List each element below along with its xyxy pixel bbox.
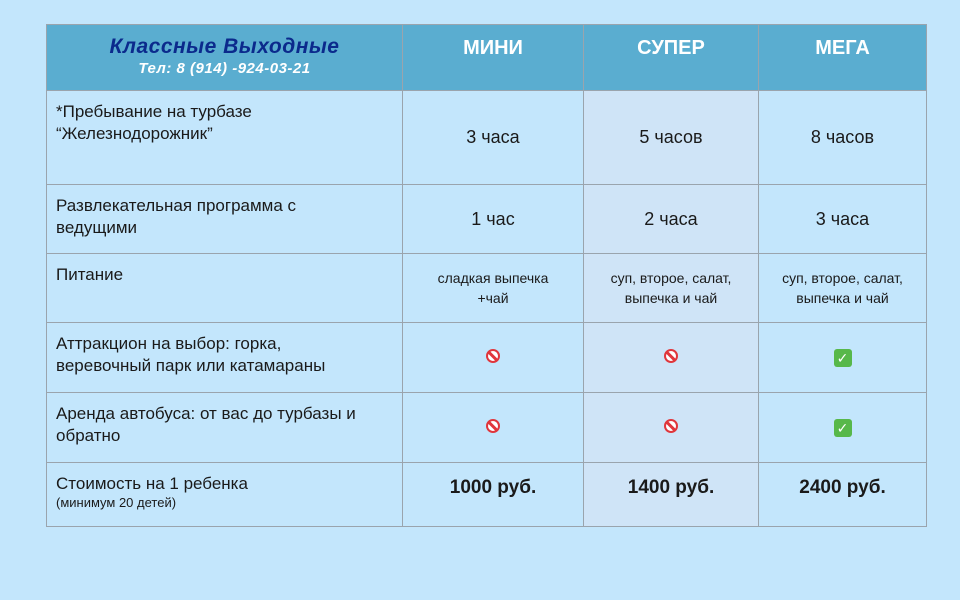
row-label: [47, 393, 403, 463]
cell-mega: 3 часа: [759, 185, 927, 254]
cell-mini: 3 часа: [403, 91, 584, 185]
row-label-line: веревочный парк или катамараны: [56, 356, 326, 375]
cell-mini: [403, 393, 584, 463]
price-note: (минимум 20 детей): [56, 495, 177, 510]
check-mark-icon: ✓: [834, 349, 852, 367]
table-row-price: [47, 463, 927, 527]
table-row-attraction: [47, 323, 927, 393]
header-row: [47, 25, 927, 91]
prohibited-icon: [486, 349, 500, 363]
plan-header-mega: МЕГА: [759, 25, 927, 91]
row-label-line: Развлекательная программа с: [56, 196, 297, 215]
row-label: [47, 463, 403, 527]
row-label-line: Питание: [56, 265, 124, 284]
row-label-line: обратно: [56, 426, 121, 445]
prohibited-icon: [664, 349, 678, 363]
cell-line: сладкая выпечка: [437, 270, 549, 286]
cell-mega: 8 часов: [759, 91, 927, 185]
row-label-line: Аттракцион на выбор: горка,: [56, 334, 282, 353]
pricing-table: [46, 24, 927, 527]
brand-name: Классные Выходные: [109, 35, 340, 58]
brand-phone: Тел: 8 (914) -924-03-21: [138, 60, 311, 77]
row-label-line: “Железнодорожник”: [56, 124, 213, 143]
table-row-bus: [47, 393, 927, 463]
cell-mega: [759, 393, 927, 463]
cell-line: выпечка и чай: [796, 290, 889, 306]
prohibited-icon: [664, 419, 678, 433]
prohibited-icon: [486, 419, 500, 433]
row-label: [47, 254, 403, 323]
table-row-entertainment: [47, 185, 927, 254]
cell-mini: [403, 323, 584, 393]
cell-mini: 1 час: [403, 185, 584, 254]
brand-cell: [47, 25, 403, 91]
table-row-food: [47, 254, 927, 323]
cell-mega: [759, 323, 927, 393]
plan-header-super: СУПЕР: [584, 25, 759, 91]
price-mini: 1000 руб.: [403, 463, 584, 527]
price-mega: 2400 руб.: [759, 463, 927, 527]
cell-line: суп, второе, салат,: [610, 270, 732, 286]
row-label-line: ведущими: [56, 218, 138, 237]
cell-super: [584, 323, 759, 393]
cell-super: 2 часа: [584, 185, 759, 254]
row-label-line: *Пребывание на турбазе: [56, 102, 252, 121]
row-label-line: Стоимость на 1 ребенка: [56, 474, 248, 493]
cell-super: [584, 393, 759, 463]
row-label: [47, 91, 403, 185]
row-label: [47, 185, 403, 254]
cell-super: 5 часов: [584, 91, 759, 185]
cell-line: выпечка и чай: [624, 290, 718, 306]
price-super: 1400 руб.: [584, 463, 759, 527]
cell-mega: [759, 254, 927, 323]
cell-line: +чай: [477, 290, 509, 306]
table-row-stay: [47, 91, 927, 185]
cell-line: суп, второе, салат,: [782, 270, 903, 286]
cell-super: [584, 254, 759, 323]
check-mark-icon: ✓: [834, 419, 852, 437]
cell-mini: [403, 254, 584, 323]
plan-header-mini: МИНИ: [403, 25, 584, 91]
row-label: [47, 323, 403, 393]
row-label-line: Аренда автобуса: от вас до турбазы и: [56, 404, 356, 423]
